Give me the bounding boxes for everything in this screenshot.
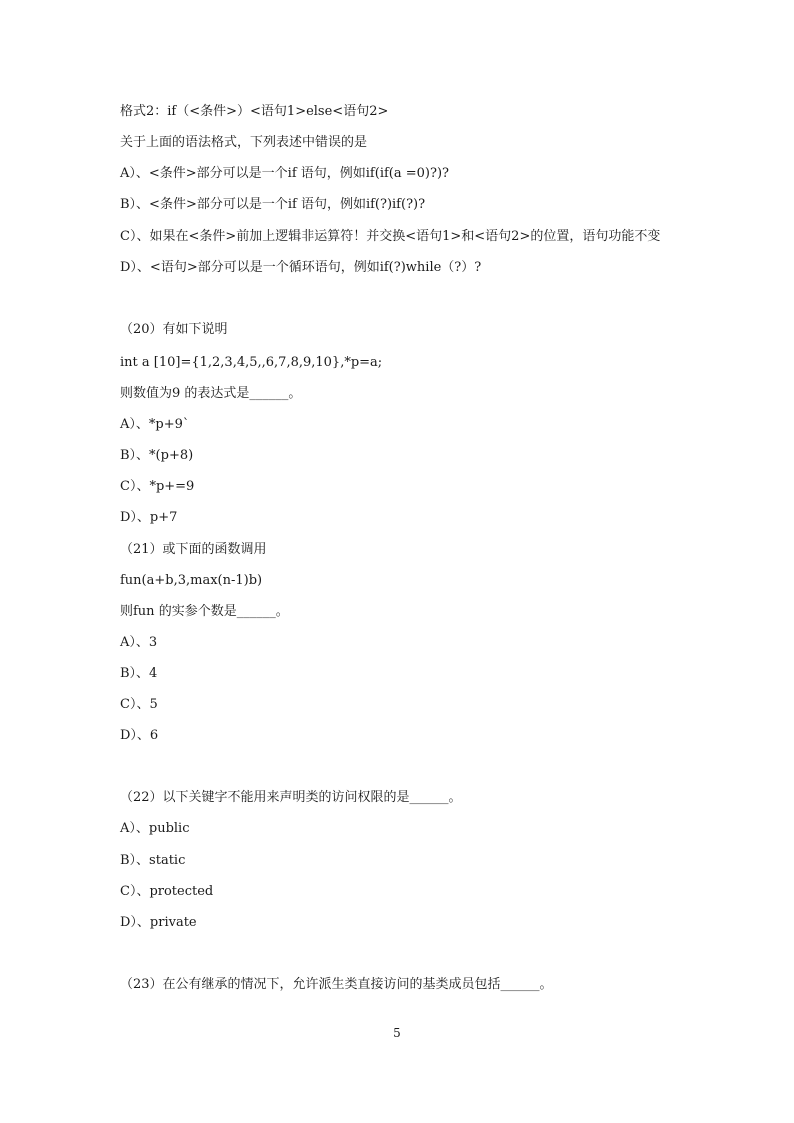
question-20-title: （20）有如下说明 bbox=[120, 322, 228, 337]
format-2-line: 格式2：if（<条件>）<语句1>else<语句2> bbox=[120, 104, 389, 119]
q22-option-a: A）、public bbox=[120, 821, 190, 836]
q21-option-c: C）、5 bbox=[120, 697, 158, 712]
q20-option-d: D）、p+7 bbox=[120, 510, 178, 525]
question-22-title: （22）以下关键字不能用来声明类的访问权限的是______。 bbox=[120, 790, 462, 805]
q21-stem: 则fun 的实参个数是______。 bbox=[120, 604, 289, 619]
question-19-stem: 关于上面的语法格式，下列表述中错误的是 bbox=[120, 135, 368, 150]
q19-option-c: C）、如果在<条件>前加上逻辑非运算符！并交换<语句1>和<语句2>的位置，语句功能不变 bbox=[120, 229, 661, 244]
q19-option-d: D）、<语句>部分可以是一个循环语句，例如if(?)while（?）? bbox=[120, 260, 482, 275]
q21-option-a: A）、3 bbox=[120, 635, 158, 650]
q19-option-a: A）、<条件>部分可以是一个if 语句，例如if(if(a =0)?)? bbox=[120, 166, 449, 181]
q20-code: int a [10]={1,2,3,4,5,,6,7,8,9,10},*p=a; bbox=[120, 355, 383, 370]
q21-code: fun(a+b,3,max(n-1)b) bbox=[120, 573, 263, 588]
page-number: 5 bbox=[393, 1026, 401, 1040]
question-23-title: （23）在公有继承的情况下，允许派生类直接访问的基类成员包括______。 bbox=[120, 977, 553, 992]
q22-option-d: D）、private bbox=[120, 915, 197, 930]
question-21-title: （21）或下面的函数调用 bbox=[120, 542, 267, 557]
q19-option-b: B）、<条件>部分可以是一个if 语句，例如if(?)if(?)? bbox=[120, 197, 426, 212]
q20-stem: 则数值为9 的表达式是______。 bbox=[120, 386, 302, 401]
q20-option-b: B）、*(p+8) bbox=[120, 448, 194, 463]
q22-option-c: C）、protected bbox=[120, 884, 214, 899]
q20-option-a: A）、*p+9` bbox=[120, 417, 190, 432]
q21-option-d: D）、6 bbox=[120, 728, 159, 743]
q21-option-b: B）、4 bbox=[120, 666, 158, 681]
q20-option-c: C）、*p+=9 bbox=[120, 479, 195, 494]
q22-option-b: B）、static bbox=[120, 853, 186, 868]
